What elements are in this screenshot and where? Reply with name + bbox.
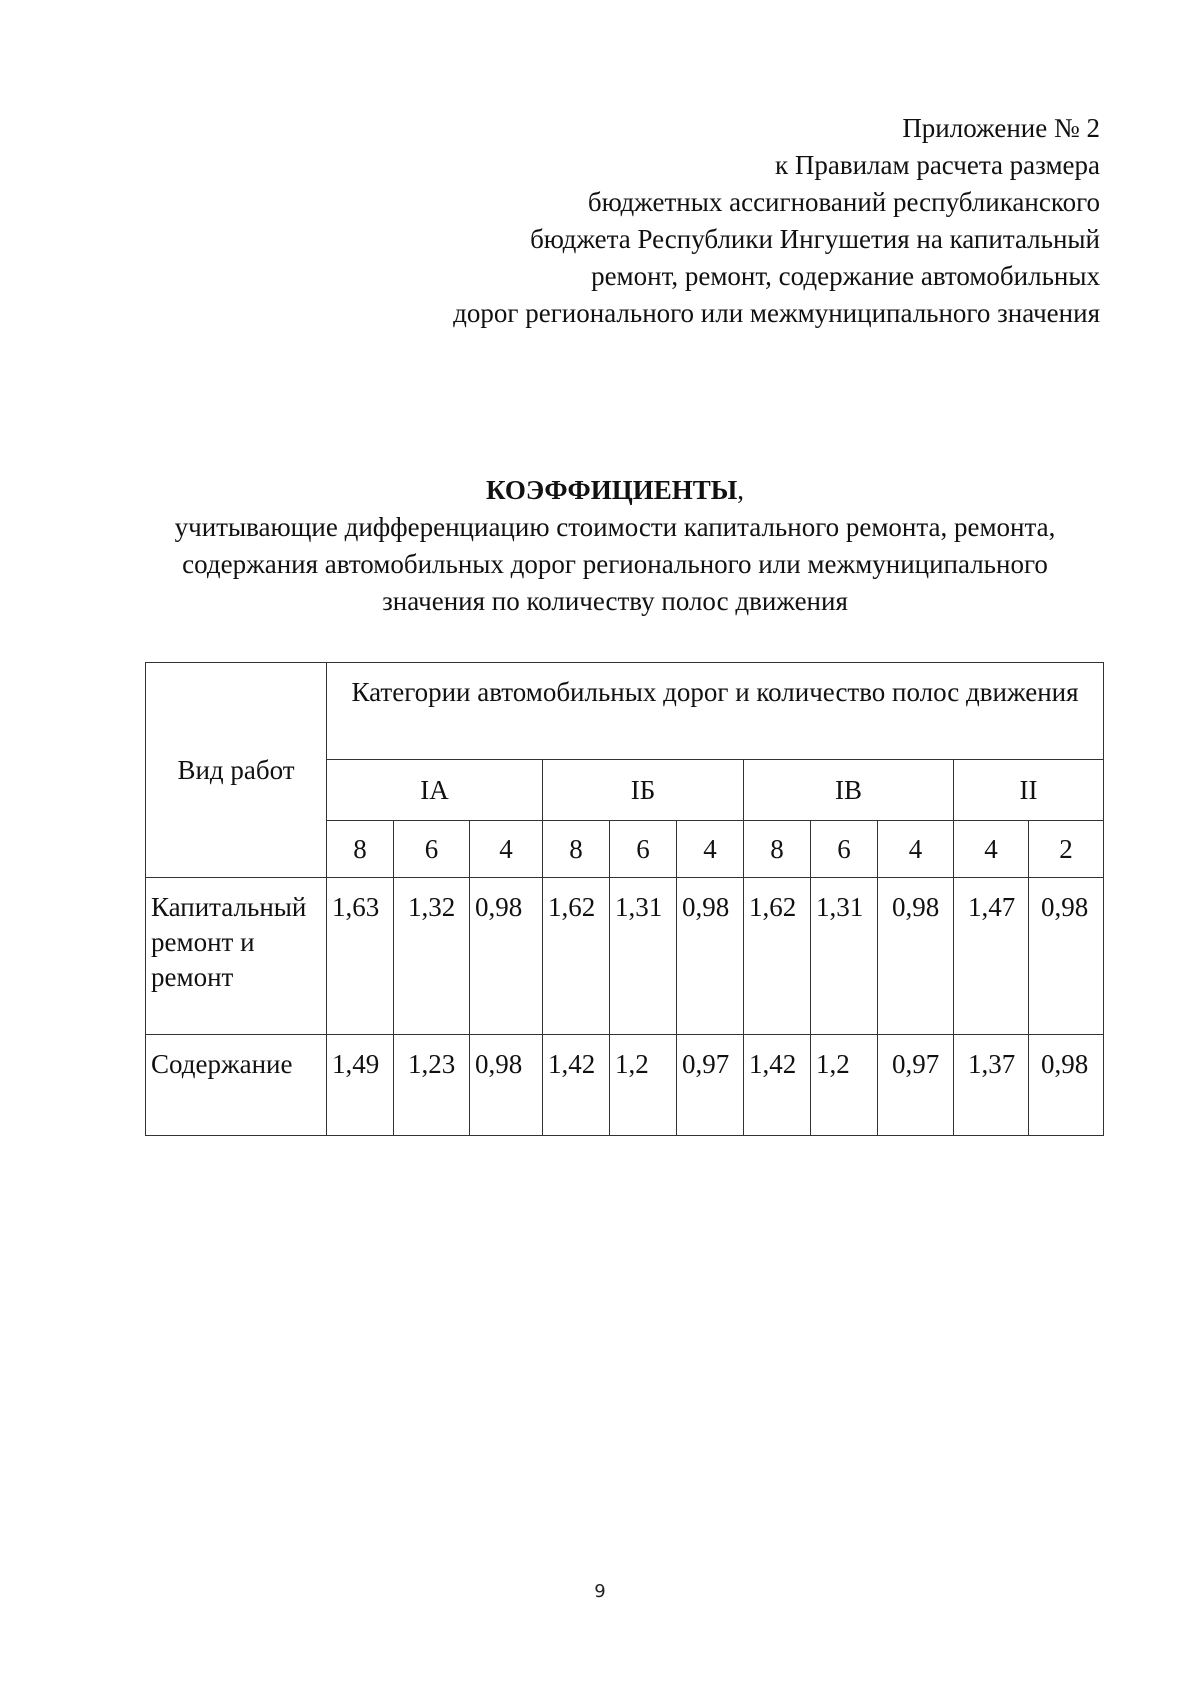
document-title (120, 472, 1110, 620)
appendix-line: ремонт, ремонт, содержание автомобильных (591, 261, 1100, 291)
table-cell: 1,42 (744, 1035, 811, 1136)
page-number: 9 (594, 1581, 606, 1602)
table-cell: 0,98 (1029, 1035, 1104, 1136)
title-subtitle-line: учитывающие дифференциацию стоимости капитального ремонта, ремонта, (174, 512, 1056, 542)
category-group-ib: IБ (543, 760, 744, 821)
row-label: Капитальный ремонт и ремонт (146, 878, 327, 1035)
table-cell: 1,23 (394, 1035, 470, 1136)
appendix-line: к Правилам расчета размера (774, 150, 1100, 180)
table-row (146, 878, 1104, 1035)
title-subtitle-line: значения по количеству полос движения (382, 586, 848, 616)
table-cell: 1,2 (811, 1035, 878, 1136)
appendix-line: бюджета Республики Ингушетия на капитальный (530, 224, 1100, 254)
lanes-header-cell: 8 (327, 821, 394, 878)
table-cell: 1,63 (327, 878, 394, 1035)
lanes-header-cell: 2 (1029, 821, 1104, 878)
title-heading-comma: , (737, 475, 745, 505)
table-cell: 1,62 (543, 878, 610, 1035)
table-cell: 1,62 (744, 878, 811, 1035)
table-cell: 1,31 (610, 878, 677, 1035)
appendix-line: Приложение № 2 (902, 113, 1100, 143)
table-cell: 0,98 (878, 878, 954, 1035)
table-cell: 0,98 (1029, 878, 1104, 1035)
work-type-header: Вид работ (146, 663, 327, 878)
table-cell: 0,98 (470, 878, 543, 1035)
table-cell: 0,98 (470, 1035, 543, 1136)
appendix-line: бюджетных ассигнований республиканского (587, 187, 1100, 217)
category-group-ia: IA (327, 760, 543, 821)
title-heading: КОЭФФИЦИЕНТЫ (485, 475, 738, 505)
lanes-header-cell: 6 (811, 821, 878, 878)
lanes-header-cell: 6 (394, 821, 470, 878)
table-cell: 1,31 (811, 878, 878, 1035)
lanes-header-cell: 8 (744, 821, 811, 878)
table-cell: 1,47 (954, 878, 1029, 1035)
lanes-header-cell: 4 (878, 821, 954, 878)
table-cell: 1,42 (543, 1035, 610, 1136)
category-group-iv: IВ (744, 760, 954, 821)
row-label: Содержание (146, 1035, 327, 1136)
table-cell: 0,97 (677, 1035, 744, 1136)
category-group-ii: II (954, 760, 1104, 821)
table-cell: 1,2 (610, 1035, 677, 1136)
lanes-header-cell: 4 (677, 821, 744, 878)
lanes-header-cell: 4 (954, 821, 1029, 878)
title-subtitle-line: содержания автомобильных дорог регионального или межмуниципального (182, 549, 1048, 579)
lanes-header-cell: 6 (610, 821, 677, 878)
table-cell: 1,32 (394, 878, 470, 1035)
title-heading-line (120, 472, 1110, 509)
table-cell: 1,37 (954, 1035, 1029, 1136)
table-cell: 0,97 (878, 1035, 954, 1136)
table-cell: 0,98 (677, 878, 744, 1035)
lanes-header-cell: 8 (543, 821, 610, 878)
road-category-header: Категории автомобильных дорог и количество полос движения (327, 663, 1104, 760)
coefficients-table (145, 662, 1104, 1136)
table-row (146, 1035, 1104, 1136)
appendix-line: дорог регионального или межмуниципального значения (453, 298, 1100, 328)
table-cell: 1,49 (327, 1035, 394, 1136)
lanes-header-cell: 4 (470, 821, 543, 878)
appendix-header (340, 110, 1100, 332)
